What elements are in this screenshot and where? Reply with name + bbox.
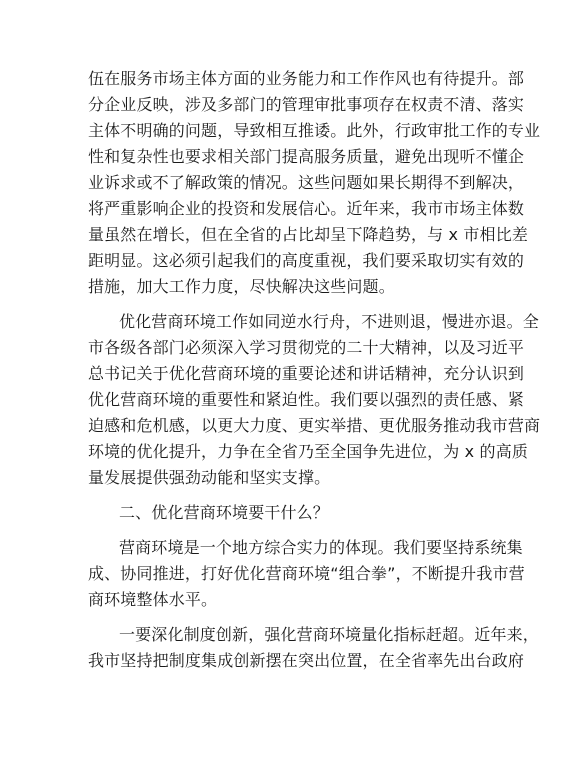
text-line: 业诉求或不了解政策的情况。这些问题如果长期得不到解决， [88,173,525,192]
text-line: 商环境整体水平。 [88,590,218,609]
text-line: 一要深化制度创新，强化营商环境量化指标赶超。近年来， [119,625,539,644]
text-line: 分企业反映，涉及多部门的管理审批事项存在权责不清、落实 [88,95,525,114]
text-line: 总书记关于优化营商环境的重要论述和讲话精神，充分认识到 [88,364,525,383]
text-line: 我市坚持把制度集成创新摆在突出位置，在全省率先出台政府 [88,651,525,670]
text-line: 营商环境是一个地方综合实力的体现。我们要坚持系统集 [119,538,523,557]
text-line: 优化营商环境工作如同逆水行舟，不进则退，慢进亦退。全 [119,312,539,331]
text-line: 量发展提供强劲动能和坚实支撑。 [88,468,331,487]
paragraph-3 [88,535,525,613]
text-line: 优化营商环境的重要性和紧迫性。我们要以强烈的责任感、紧 [88,390,525,409]
text-line: 性和复杂性也要求相关部门提高服务质量，避免出现听不懂企 [88,147,525,166]
text-line: 将严重影响企业的投资和发展信心。近年来，我市市场主体数 [88,199,525,218]
section-heading [88,500,496,526]
text-line: 迫感和危机感，以更大力度、更实举措、更优服务推动我市营商 [88,416,541,435]
heading-text: 二、优化营商环境要干什么？ [119,503,329,522]
paragraph-2 [88,309,541,491]
paragraph-1 [88,66,541,300]
document-body [88,66,541,674]
text-line: 成、协同推进，打好优化营商环境“组合拳”，不断提升我市营 [88,564,525,583]
text-line: 市各级各部门必须深入学习贯彻党的二十大精神，以及习近平 [88,338,525,357]
text-line: 量虽然在增长，但在全省的占比却呈下降趋势，与 x 市相比差 [88,225,528,244]
text-line: 环境的优化提升，力争在全省乃至全国争先进位，为 x 的高质 [88,442,528,461]
text-line: 主体不明确的问题，导致相互推诿。此外，行政审批工作的专业 [88,121,541,140]
text-line: 伍在服务市场主体方面的业务能力和工作作风也有待提升。部 [88,69,525,88]
text-line: 距明显。这必须引起我们的高度重视，我们要采取切实有效的 [88,251,525,270]
paragraph-4 [88,622,539,674]
text-line: 措施，加大工作力度，尽快解决这些问题。 [88,277,395,296]
